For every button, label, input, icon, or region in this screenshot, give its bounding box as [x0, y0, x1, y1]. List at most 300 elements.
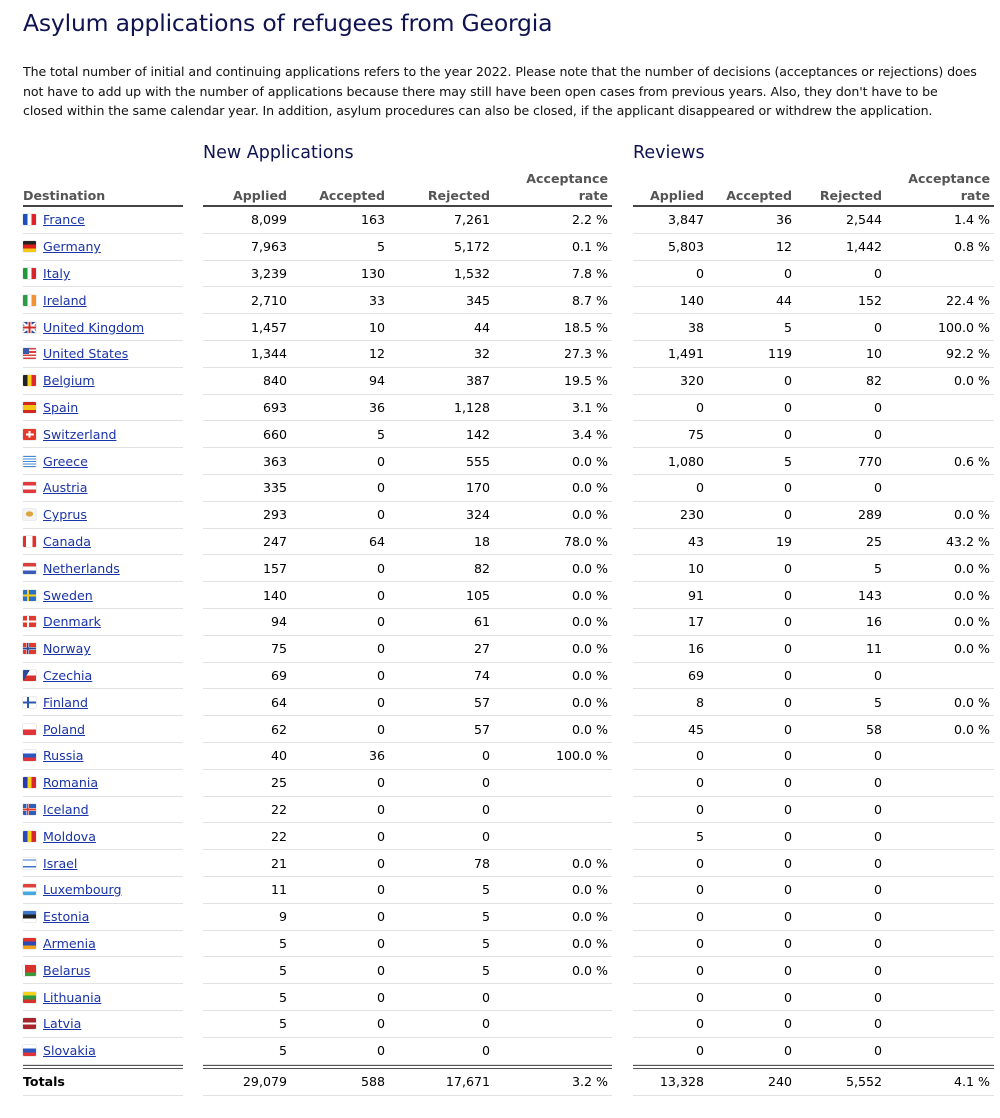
new-accepted: 0 — [291, 770, 389, 797]
page-title: Asylum applications of refugees from Georgia — [23, 9, 553, 37]
new-accepted: 0 — [291, 904, 389, 931]
new-rate: 0.0 % — [494, 475, 612, 502]
review-rejected: 2,544 — [796, 207, 886, 234]
review-rate: 0.0 % — [886, 368, 994, 395]
review-applied: 0 — [633, 984, 708, 1011]
flag-icon — [23, 536, 36, 547]
new-rejected: 74 — [389, 663, 494, 690]
new-rate: 27.3 % — [494, 341, 612, 368]
table-row — [23, 636, 994, 663]
new-accepted: 0 — [291, 1038, 389, 1065]
review-applied: 0 — [633, 475, 708, 502]
new-rejected: 7,261 — [389, 207, 494, 234]
country-link[interactable]: Finland — [43, 694, 89, 710]
flag-icon — [23, 911, 36, 922]
country-link[interactable]: Switzerland — [43, 426, 117, 442]
new-rejected: 345 — [389, 287, 494, 314]
new-accepted: 0 — [291, 663, 389, 690]
new-applied: 64 — [203, 689, 291, 716]
review-applied: 16 — [633, 636, 708, 663]
new-rate: 7.8 % — [494, 261, 612, 288]
review-accepted: 0 — [708, 555, 796, 582]
new-applied: 5 — [203, 984, 291, 1011]
new-rejected: 57 — [389, 689, 494, 716]
country-link[interactable]: Canada — [43, 533, 91, 549]
review-accepted: 0 — [708, 421, 796, 448]
review-rejected: 0 — [796, 797, 886, 824]
flag-icon — [23, 1018, 36, 1029]
totals-row — [23, 1065, 994, 1096]
new-applied: 40 — [203, 743, 291, 770]
new-accepted: 33 — [291, 287, 389, 314]
review-applied: 5,803 — [633, 234, 708, 261]
review-rate — [886, 823, 994, 850]
total-new-accepted: 588 — [291, 1065, 389, 1096]
country-link[interactable]: Romania — [43, 775, 99, 791]
review-applied: 320 — [633, 368, 708, 395]
flag-icon — [23, 777, 36, 788]
country-link[interactable]: Belarus — [43, 962, 91, 978]
flag-icon — [23, 750, 36, 761]
new-accepted: 0 — [291, 502, 389, 529]
review-rejected: 11 — [796, 636, 886, 663]
new-accepted: 0 — [291, 582, 389, 609]
flag-icon — [23, 456, 36, 467]
review-rate: 0.0 % — [886, 636, 994, 663]
table-row — [23, 609, 994, 636]
country-link[interactable]: Luxembourg — [43, 882, 122, 898]
review-applied: 140 — [633, 287, 708, 314]
flag-icon — [23, 563, 36, 574]
review-rate: 0.6 % — [886, 448, 994, 475]
table-row — [23, 261, 994, 288]
new-accepted: 0 — [291, 689, 389, 716]
destination-cell — [23, 341, 183, 368]
new-rate — [494, 984, 612, 1011]
table-row — [23, 448, 994, 475]
review-applied: 0 — [633, 904, 708, 931]
destination-cell — [23, 234, 183, 261]
table-row — [23, 582, 994, 609]
new-rate: 0.1 % — [494, 234, 612, 261]
new-applied: 2,710 — [203, 287, 291, 314]
review-applied: 0 — [633, 261, 708, 288]
new-applied: 9 — [203, 904, 291, 931]
col-destination: Destination — [23, 171, 183, 207]
country-link[interactable]: Moldova — [43, 828, 96, 844]
country-link[interactable]: France — [43, 212, 85, 228]
new-applied: 335 — [203, 475, 291, 502]
country-link[interactable]: Cyprus — [43, 507, 87, 523]
country-link[interactable]: Netherlands — [43, 560, 120, 576]
total-rev-rejected: 5,552 — [796, 1065, 886, 1096]
review-rejected: 5 — [796, 555, 886, 582]
review-accepted: 0 — [708, 475, 796, 502]
review-rejected: 16 — [796, 609, 886, 636]
review-applied: 75 — [633, 421, 708, 448]
column-header-row — [23, 171, 994, 207]
review-accepted: 0 — [708, 1011, 796, 1038]
country-link[interactable]: Norway — [43, 641, 91, 657]
destination-cell — [23, 770, 183, 797]
destination-cell — [23, 368, 183, 395]
review-applied: 91 — [633, 582, 708, 609]
table-row — [23, 502, 994, 529]
flag-icon — [23, 884, 36, 895]
country-link[interactable]: Spain — [43, 399, 79, 415]
group-new-applications: New Applications — [203, 143, 354, 163]
country-link[interactable]: Denmark — [43, 614, 101, 630]
review-rejected: 0 — [796, 877, 886, 904]
destination-cell — [23, 314, 183, 341]
new-applied: 5 — [203, 931, 291, 958]
destination-cell — [23, 984, 183, 1011]
new-applied: 21 — [203, 850, 291, 877]
review-applied: 0 — [633, 395, 708, 422]
new-accepted: 36 — [291, 395, 389, 422]
flag-icon — [23, 1045, 36, 1056]
review-applied: 0 — [633, 957, 708, 984]
table-row — [23, 743, 994, 770]
review-rejected: 152 — [796, 287, 886, 314]
new-rejected: 5,172 — [389, 234, 494, 261]
flag-icon — [23, 482, 36, 493]
new-rate: 0.0 % — [494, 716, 612, 743]
table-row — [23, 770, 994, 797]
new-accepted: 10 — [291, 314, 389, 341]
review-applied: 43 — [633, 529, 708, 556]
destination-cell — [23, 261, 183, 288]
new-accepted: 0 — [291, 555, 389, 582]
new-applied: 5 — [203, 1038, 291, 1065]
new-rejected: 5 — [389, 931, 494, 958]
review-applied: 5 — [633, 823, 708, 850]
new-applied: 8,099 — [203, 207, 291, 234]
review-accepted: 0 — [708, 957, 796, 984]
col-new-applied: Applied — [203, 171, 291, 207]
table-row — [23, 797, 994, 824]
new-rate — [494, 1011, 612, 1038]
new-applied: 22 — [203, 823, 291, 850]
destination-cell — [23, 663, 183, 690]
table-row — [23, 368, 994, 395]
review-applied: 0 — [633, 1038, 708, 1065]
review-rate: 0.0 % — [886, 502, 994, 529]
new-rejected: 0 — [389, 1011, 494, 1038]
flag-icon — [23, 831, 36, 842]
new-rejected: 5 — [389, 904, 494, 931]
review-rejected: 289 — [796, 502, 886, 529]
review-accepted: 19 — [708, 529, 796, 556]
review-rate — [886, 931, 994, 958]
review-accepted: 0 — [708, 904, 796, 931]
review-rejected: 770 — [796, 448, 886, 475]
new-rejected: 0 — [389, 743, 494, 770]
destination-cell — [23, 1038, 183, 1065]
new-rejected: 18 — [389, 529, 494, 556]
review-rate: 92.2 % — [886, 341, 994, 368]
review-rate — [886, 261, 994, 288]
review-accepted: 0 — [708, 261, 796, 288]
flag-icon — [23, 322, 36, 333]
new-rate: 0.0 % — [494, 904, 612, 931]
table-row — [23, 931, 994, 958]
col-rev-applied: Applied — [633, 171, 708, 207]
review-rate: 43.2 % — [886, 529, 994, 556]
new-rate: 3.1 % — [494, 395, 612, 422]
flag-icon — [23, 724, 36, 735]
destination-cell — [23, 421, 183, 448]
review-accepted: 0 — [708, 770, 796, 797]
review-rejected: 0 — [796, 850, 886, 877]
table-row — [23, 1038, 994, 1065]
table-row — [23, 984, 994, 1011]
flag-icon — [23, 858, 36, 869]
flag-icon — [23, 992, 36, 1003]
table-row — [23, 877, 994, 904]
destination-cell — [23, 582, 183, 609]
new-rejected: 82 — [389, 555, 494, 582]
new-applied: 247 — [203, 529, 291, 556]
country-link[interactable]: Poland — [43, 721, 86, 737]
flag-icon — [23, 375, 36, 386]
review-rate — [886, 1011, 994, 1038]
table-row — [23, 823, 994, 850]
review-applied: 0 — [633, 743, 708, 770]
review-rejected: 0 — [796, 823, 886, 850]
destination-cell — [23, 877, 183, 904]
review-accepted: 0 — [708, 797, 796, 824]
group-header-row — [23, 143, 994, 171]
new-accepted: 36 — [291, 743, 389, 770]
review-rejected: 58 — [796, 716, 886, 743]
new-rejected: 1,532 — [389, 261, 494, 288]
table-row — [23, 421, 994, 448]
country-link[interactable]: Russia — [43, 748, 84, 764]
new-accepted: 5 — [291, 234, 389, 261]
new-rate: 18.5 % — [494, 314, 612, 341]
country-link[interactable]: Slovakia — [43, 1043, 96, 1059]
flag-icon — [23, 938, 36, 949]
review-accepted: 0 — [708, 931, 796, 958]
review-applied: 3,847 — [633, 207, 708, 234]
total-new-applied: 29,079 — [203, 1065, 291, 1096]
review-rejected: 0 — [796, 931, 886, 958]
group-reviews: Reviews — [633, 143, 705, 163]
review-rejected: 0 — [796, 1038, 886, 1065]
table-row — [23, 1011, 994, 1038]
review-rejected: 5 — [796, 689, 886, 716]
new-rate: 100.0 % — [494, 743, 612, 770]
new-rejected: 5 — [389, 957, 494, 984]
country-link[interactable]: Estonia — [43, 909, 90, 925]
new-accepted: 94 — [291, 368, 389, 395]
review-rejected: 0 — [796, 261, 886, 288]
new-applied: 693 — [203, 395, 291, 422]
review-accepted: 0 — [708, 850, 796, 877]
review-rejected: 0 — [796, 395, 886, 422]
review-accepted: 5 — [708, 314, 796, 341]
review-rate: 0.8 % — [886, 234, 994, 261]
new-rate: 0.0 % — [494, 957, 612, 984]
new-rate: 0.0 % — [494, 850, 612, 877]
new-rate: 3.4 % — [494, 421, 612, 448]
country-link[interactable]: Sweden — [43, 587, 93, 603]
review-rejected: 0 — [796, 421, 886, 448]
total-new-rate: 3.2 % — [494, 1065, 612, 1096]
new-rate: 8.7 % — [494, 287, 612, 314]
flag-icon — [23, 348, 36, 359]
new-rejected: 44 — [389, 314, 494, 341]
new-applied: 140 — [203, 582, 291, 609]
destination-cell — [23, 636, 183, 663]
review-rate — [886, 984, 994, 1011]
totals-label: Totals — [23, 1065, 183, 1096]
new-accepted: 12 — [291, 341, 389, 368]
country-link[interactable]: Iceland — [43, 801, 89, 817]
country-link[interactable]: Greece — [43, 453, 88, 469]
new-rejected: 27 — [389, 636, 494, 663]
flag-icon — [23, 697, 36, 708]
new-accepted: 5 — [291, 421, 389, 448]
review-accepted: 0 — [708, 716, 796, 743]
country-link[interactable]: Germany — [43, 239, 101, 255]
country-link[interactable]: Armenia — [43, 935, 96, 951]
new-rejected: 5 — [389, 877, 494, 904]
new-rate: 0.0 % — [494, 663, 612, 690]
destination-cell — [23, 957, 183, 984]
review-rejected: 82 — [796, 368, 886, 395]
new-accepted: 0 — [291, 850, 389, 877]
table-row — [23, 957, 994, 984]
review-accepted: 36 — [708, 207, 796, 234]
review-rate: 0.0 % — [886, 582, 994, 609]
destination-cell — [23, 823, 183, 850]
flag-icon — [23, 643, 36, 654]
table-row — [23, 716, 994, 743]
new-rejected: 78 — [389, 850, 494, 877]
country-link[interactable]: Ireland — [43, 292, 87, 308]
review-applied: 8 — [633, 689, 708, 716]
new-applied: 5 — [203, 957, 291, 984]
new-rate: 0.0 % — [494, 609, 612, 636]
new-applied: 62 — [203, 716, 291, 743]
country-link[interactable]: United Kingdom — [43, 319, 145, 335]
col-new-acceptance-rate: Acceptance rate — [494, 171, 612, 207]
review-accepted: 119 — [708, 341, 796, 368]
new-accepted: 0 — [291, 636, 389, 663]
intro-paragraph: The total number of initial and continuing applications refers to the year 2022. Please note that the number of decisions (acceptances or rejections) does not have to add up with the number of applications because there may still have been open cases from previous years. Also, they don't have to be closed within the same calendar year. In addition, asylum procedures can also be closed, if the applicant disappeared or withdrew the application. — [23, 64, 977, 118]
country-link[interactable]: Latvia — [43, 1016, 82, 1032]
new-rejected: 1,128 — [389, 395, 494, 422]
new-accepted: 0 — [291, 797, 389, 824]
destination-cell — [23, 931, 183, 958]
table-row — [23, 475, 994, 502]
destination-cell — [23, 716, 183, 743]
review-accepted: 0 — [708, 636, 796, 663]
new-applied: 1,457 — [203, 314, 291, 341]
destination-cell — [23, 529, 183, 556]
country-link[interactable]: Italy — [43, 265, 71, 281]
flag-icon — [23, 616, 36, 627]
review-rate — [886, 663, 994, 690]
review-accepted: 0 — [708, 502, 796, 529]
review-rejected: 0 — [796, 743, 886, 770]
new-rejected: 142 — [389, 421, 494, 448]
col-rev-accepted: Accepted — [708, 171, 796, 207]
review-rejected: 10 — [796, 341, 886, 368]
review-rate — [886, 877, 994, 904]
country-link[interactable]: Austria — [43, 480, 88, 496]
flag-icon — [23, 509, 36, 520]
review-rejected: 0 — [796, 904, 886, 931]
review-applied: 0 — [633, 1011, 708, 1038]
review-rate — [886, 421, 994, 448]
review-rate: 22.4 % — [886, 287, 994, 314]
review-rejected: 25 — [796, 529, 886, 556]
review-accepted: 0 — [708, 823, 796, 850]
review-accepted: 0 — [708, 984, 796, 1011]
review-rate: 0.0 % — [886, 609, 994, 636]
total-rev-rate: 4.1 % — [886, 1065, 994, 1096]
review-accepted: 12 — [708, 234, 796, 261]
review-applied: 10 — [633, 555, 708, 582]
new-rejected: 324 — [389, 502, 494, 529]
new-accepted: 0 — [291, 823, 389, 850]
new-rejected: 57 — [389, 716, 494, 743]
new-accepted: 0 — [291, 448, 389, 475]
review-applied: 69 — [633, 663, 708, 690]
country-link[interactable]: Lithuania — [43, 989, 102, 1005]
table-row — [23, 234, 994, 261]
new-rejected: 0 — [389, 984, 494, 1011]
new-applied: 94 — [203, 609, 291, 636]
col-rev-rejected: Rejected — [796, 171, 886, 207]
new-accepted: 0 — [291, 931, 389, 958]
review-applied: 45 — [633, 716, 708, 743]
destination-cell — [23, 395, 183, 422]
flag-icon — [23, 295, 36, 306]
new-rate: 0.0 % — [494, 448, 612, 475]
country-link[interactable]: Israel — [43, 855, 78, 871]
country-link[interactable]: Belgium — [43, 373, 95, 389]
flag-icon — [23, 670, 36, 681]
new-rate: 19.5 % — [494, 368, 612, 395]
new-accepted: 0 — [291, 475, 389, 502]
country-link[interactable]: United States — [43, 346, 129, 362]
review-accepted: 0 — [708, 1038, 796, 1065]
review-rate — [886, 770, 994, 797]
new-rate: 0.0 % — [494, 931, 612, 958]
total-rev-applied: 13,328 — [633, 1065, 708, 1096]
table-row — [23, 663, 994, 690]
review-accepted: 0 — [708, 663, 796, 690]
review-accepted: 5 — [708, 448, 796, 475]
new-applied: 363 — [203, 448, 291, 475]
review-applied: 0 — [633, 931, 708, 958]
country-link[interactable]: Czechia — [43, 667, 93, 683]
table-row — [23, 341, 994, 368]
new-applied: 1,344 — [203, 341, 291, 368]
review-applied: 0 — [633, 877, 708, 904]
new-accepted: 0 — [291, 877, 389, 904]
review-rate: 0.0 % — [886, 716, 994, 743]
new-rejected: 170 — [389, 475, 494, 502]
table-row — [23, 904, 994, 931]
new-rate — [494, 770, 612, 797]
new-applied: 7,963 — [203, 234, 291, 261]
new-applied: 11 — [203, 877, 291, 904]
